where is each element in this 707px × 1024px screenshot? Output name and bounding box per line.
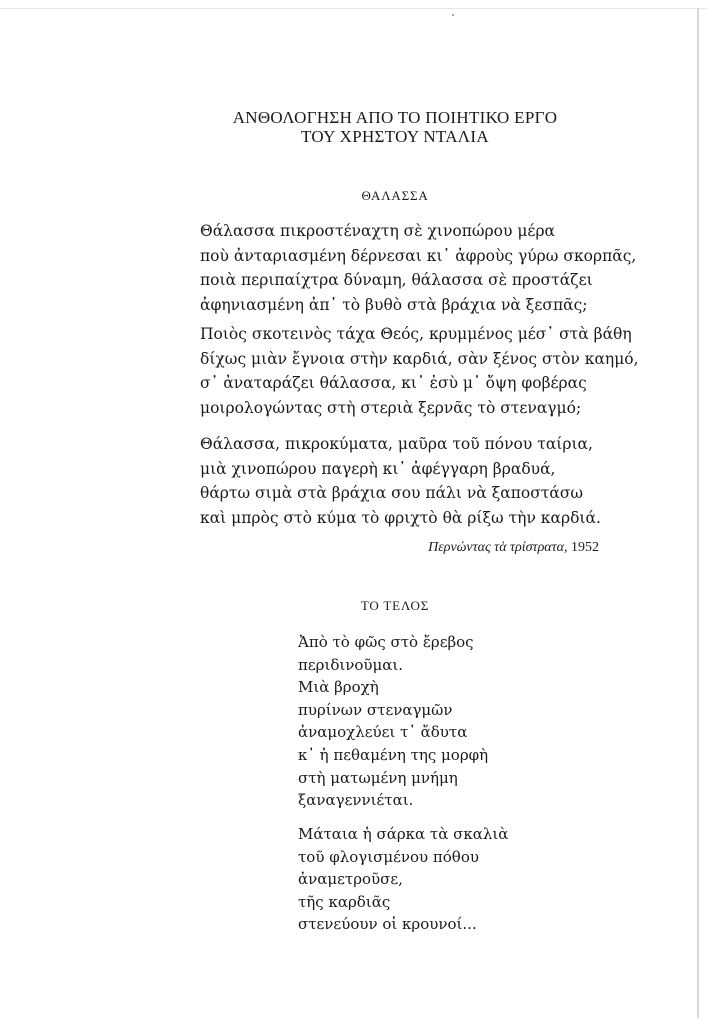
- verse-line: τῆς καρδιᾶς: [298, 892, 391, 911]
- verse-line: τοῦ φλογισμένου πόθου: [298, 847, 479, 866]
- verse-line: στενεύουν οἱ κρουνοί...: [298, 915, 477, 934]
- verse-line: Θάλασσα πικροστέναχτη σὲ χινοπώρου μέρα: [200, 222, 556, 240]
- heading-line-2: ΤΟΥ ΧΡΗΣΤΟΥ ΝΤΑΛΙΑ: [301, 127, 489, 146]
- stanza-5: [298, 823, 508, 936]
- verse-line: καὶ μπρὸς στὸ κύμα τὸ φριχτὸ θὰ ρίξω τὴν καρδιά.: [200, 508, 601, 527]
- verse-line: Μάταια ἡ σάρκα τὰ σκαλιὰ: [298, 825, 509, 843]
- verse-line: ξαναγεννιέται.: [298, 791, 414, 810]
- verse-line: μιὰ χινοπώρου παγερὴ κι᾿ ἀφέγγαρη βραδυά,: [200, 459, 556, 478]
- verse-line: σ᾿ ἀναταράζει θάλασσα, κι᾿ ἐσὺ μ᾿ ὄψη φοβέρας: [200, 374, 587, 393]
- verse-line: θάρτω σιμὰ στὰ βράχια σου πάλι νὰ ξαποστάσω: [200, 484, 584, 503]
- verse-line: κ᾿ ἡ πεθαμένη της μορφὴ: [298, 745, 489, 764]
- verse-line: Ποιὸς σκοτεινὸς τάχα Θεός, κρυμμένος μέσ᾿ στὰ βάθη: [200, 325, 632, 343]
- verse-line: περιδινοῦμαι.: [298, 655, 404, 674]
- heading-line-1: ΑΝΘΟΛΟΓΗΣΗ ΑΠΟ ΤΟ ΠΟΙΗΤΙΚΟ ΕΡΓΟ: [232, 108, 558, 127]
- stanza-1: [200, 219, 636, 317]
- anthology-heading: [0, 108, 707, 146]
- page-edge: [697, 8, 699, 1018]
- verse-line: πυρίνων στεναγμῶν: [298, 700, 453, 719]
- verse-line: ἀναμοχλεύει τ᾿ ἄδυτα: [298, 723, 468, 742]
- source-year: , 1952: [564, 540, 599, 555]
- verse-line: ποὺ ἀνταριασμένη δέρνεσαι κι᾿ ἀφροὺς γύρω σκορπᾶς,: [200, 246, 637, 265]
- poem-source-signature: [428, 540, 599, 556]
- poem-title: ΘΑΛΑΣΣΑ: [361, 188, 429, 203]
- poem-title: ΤΟ ΤΕΛΟΣ: [360, 598, 430, 613]
- verse-line: Θάλασσα, πικροκύματα, μαῦρα τοῦ πόνου ταίρια,: [200, 435, 593, 453]
- verse-line: ἀναμετροῦσε,: [298, 870, 403, 889]
- stanza-3: [200, 432, 601, 530]
- scan-speck: [452, 14, 454, 16]
- stanza-4: [298, 631, 488, 812]
- verse-line: Ἀπὸ τὸ φῶς στὸ ἔρεβος: [298, 633, 474, 651]
- verse-line: ποιὰ περιπαίχτρα δύναμη, θάλασσα σὲ προστάζει: [200, 271, 593, 290]
- source-work-title: Περνώντας τὰ τρίστρατα: [428, 540, 564, 555]
- verse-line: Μιὰ βροχὴ: [298, 678, 379, 697]
- verse-line: στὴ ματωμένη μνήμη: [298, 768, 458, 787]
- verse-line: δίχως μιὰν ἔγνοια στὴν καρδιά, σὰν ξένος στὸν καημό,: [200, 349, 639, 368]
- verse-line: μοιρολογώντας στὴ στεριὰ ξερνᾶς τὸ στεναγμό;: [200, 398, 582, 417]
- verse-line: ἀφηνιασμένη ἀπ᾿ τὸ βυθὸ στὰ βράχια νὰ ξεσπᾶς;: [200, 295, 588, 314]
- stanza-2: [200, 322, 639, 420]
